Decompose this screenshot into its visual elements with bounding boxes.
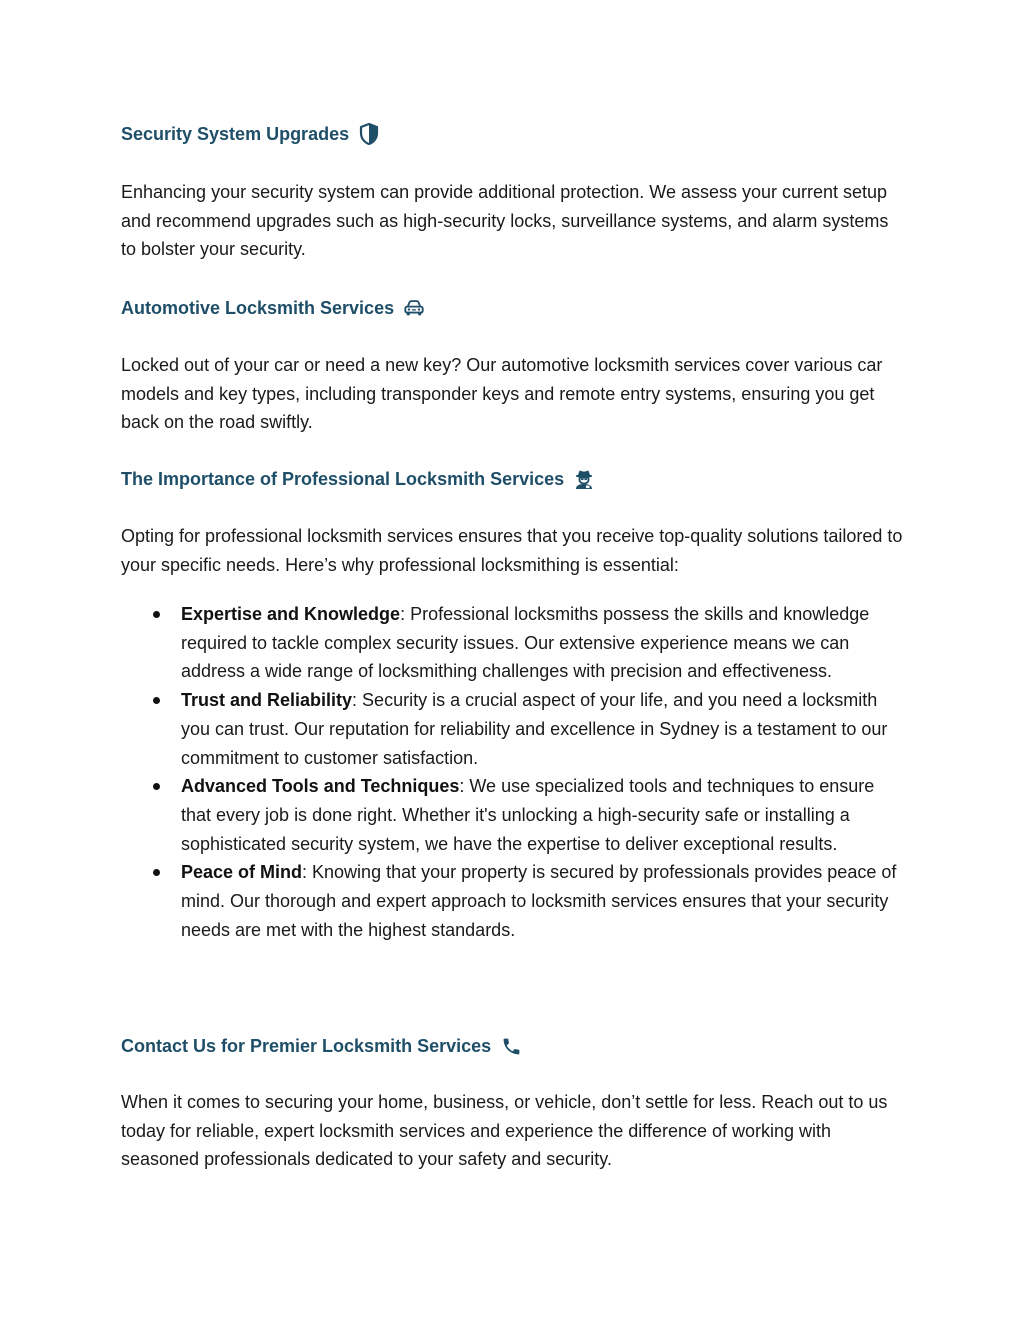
list-item <box>121 858 906 944</box>
heading-importance-of-professional-locksmith-services <box>121 468 595 490</box>
bullet-text: : We use specialized tools and techniques to ensure that every job is done right. Whether it's unlocking a high-security safe or installing a sophisticated security system, we have the expertise to deliver exceptional results. <box>181 776 875 854</box>
list-item <box>121 686 906 772</box>
bullet-text: : Knowing that your property is secured by professionals provides peace of mind. Our thorough and expert approach to locksmith services ensures that your security needs are met with the highest standards. <box>181 862 897 940</box>
bullet-term: Trust and Reliability <box>181 690 353 711</box>
bullet-text: : Professional locksmiths possess the skills and knowledge required to tackle complex security issues. Our extensive experience means we can address a wide range of locksmithing challenges with precision and effectiveness. <box>181 604 870 682</box>
heading-text: Automotive Locksmith Services <box>121 297 395 318</box>
car-icon <box>403 297 425 319</box>
phone-icon <box>500 1035 522 1057</box>
heading-text: Contact Us for Premier Locksmith Services <box>121 1035 492 1056</box>
heading-text: Security System Upgrades <box>121 123 350 144</box>
bullet-marker <box>153 697 160 704</box>
bullet-marker <box>153 783 160 790</box>
bullet-marker <box>153 869 160 876</box>
heading-automotive-locksmith-services <box>121 297 425 319</box>
bullet-term: Peace of Mind <box>181 862 303 883</box>
paragraph-security-system-upgrades: Enhancing your security system can provide additional protection. We assess your current setup and recommend upgrades such as high-security locks, surveillance systems, and alarm systems to bolster your security. <box>121 182 889 260</box>
detective-icon <box>573 468 595 490</box>
heading-text: The Importance of Professional Locksmith Services <box>121 468 565 489</box>
list-item <box>121 600 906 686</box>
list-item <box>121 772 906 858</box>
bullet-list-benefits <box>121 600 906 944</box>
shield-icon <box>358 123 380 145</box>
bullet-term: Expertise and Knowledge <box>181 604 401 624</box>
bullet-text: : Security is a crucial aspect of your life, and you need a locksmith you can trust. Our reputation for reliability and excellence in Sydney is a testament to our commitment to customer satisfaction. <box>181 690 888 768</box>
bullet-marker <box>153 611 160 618</box>
paragraph-contact-us: When it comes to securing your home, business, or vehicle, don’t settle for less. Reach out to us today for reliable, expert locksmith services and experience the difference of working with seasoned professionals dedicated to your safety and security. <box>121 1092 888 1170</box>
heading-contact-us <box>121 1035 522 1057</box>
bullet-term: Advanced Tools and Techniques <box>181 776 460 797</box>
heading-security-system-upgrades <box>121 123 380 145</box>
paragraph-automotive-locksmith-services: Locked out of your car or need a new key? Our automotive locksmith services cover various car models and key types, including transponder keys and remote entry systems, ensuring you get back on the road swiftly. <box>121 355 883 433</box>
paragraph-importance-intro: Opting for professional locksmith services ensures that you receive top-quality solutions tailored to your specific needs. Here’s why professional locksmithing is essential: <box>121 526 903 575</box>
